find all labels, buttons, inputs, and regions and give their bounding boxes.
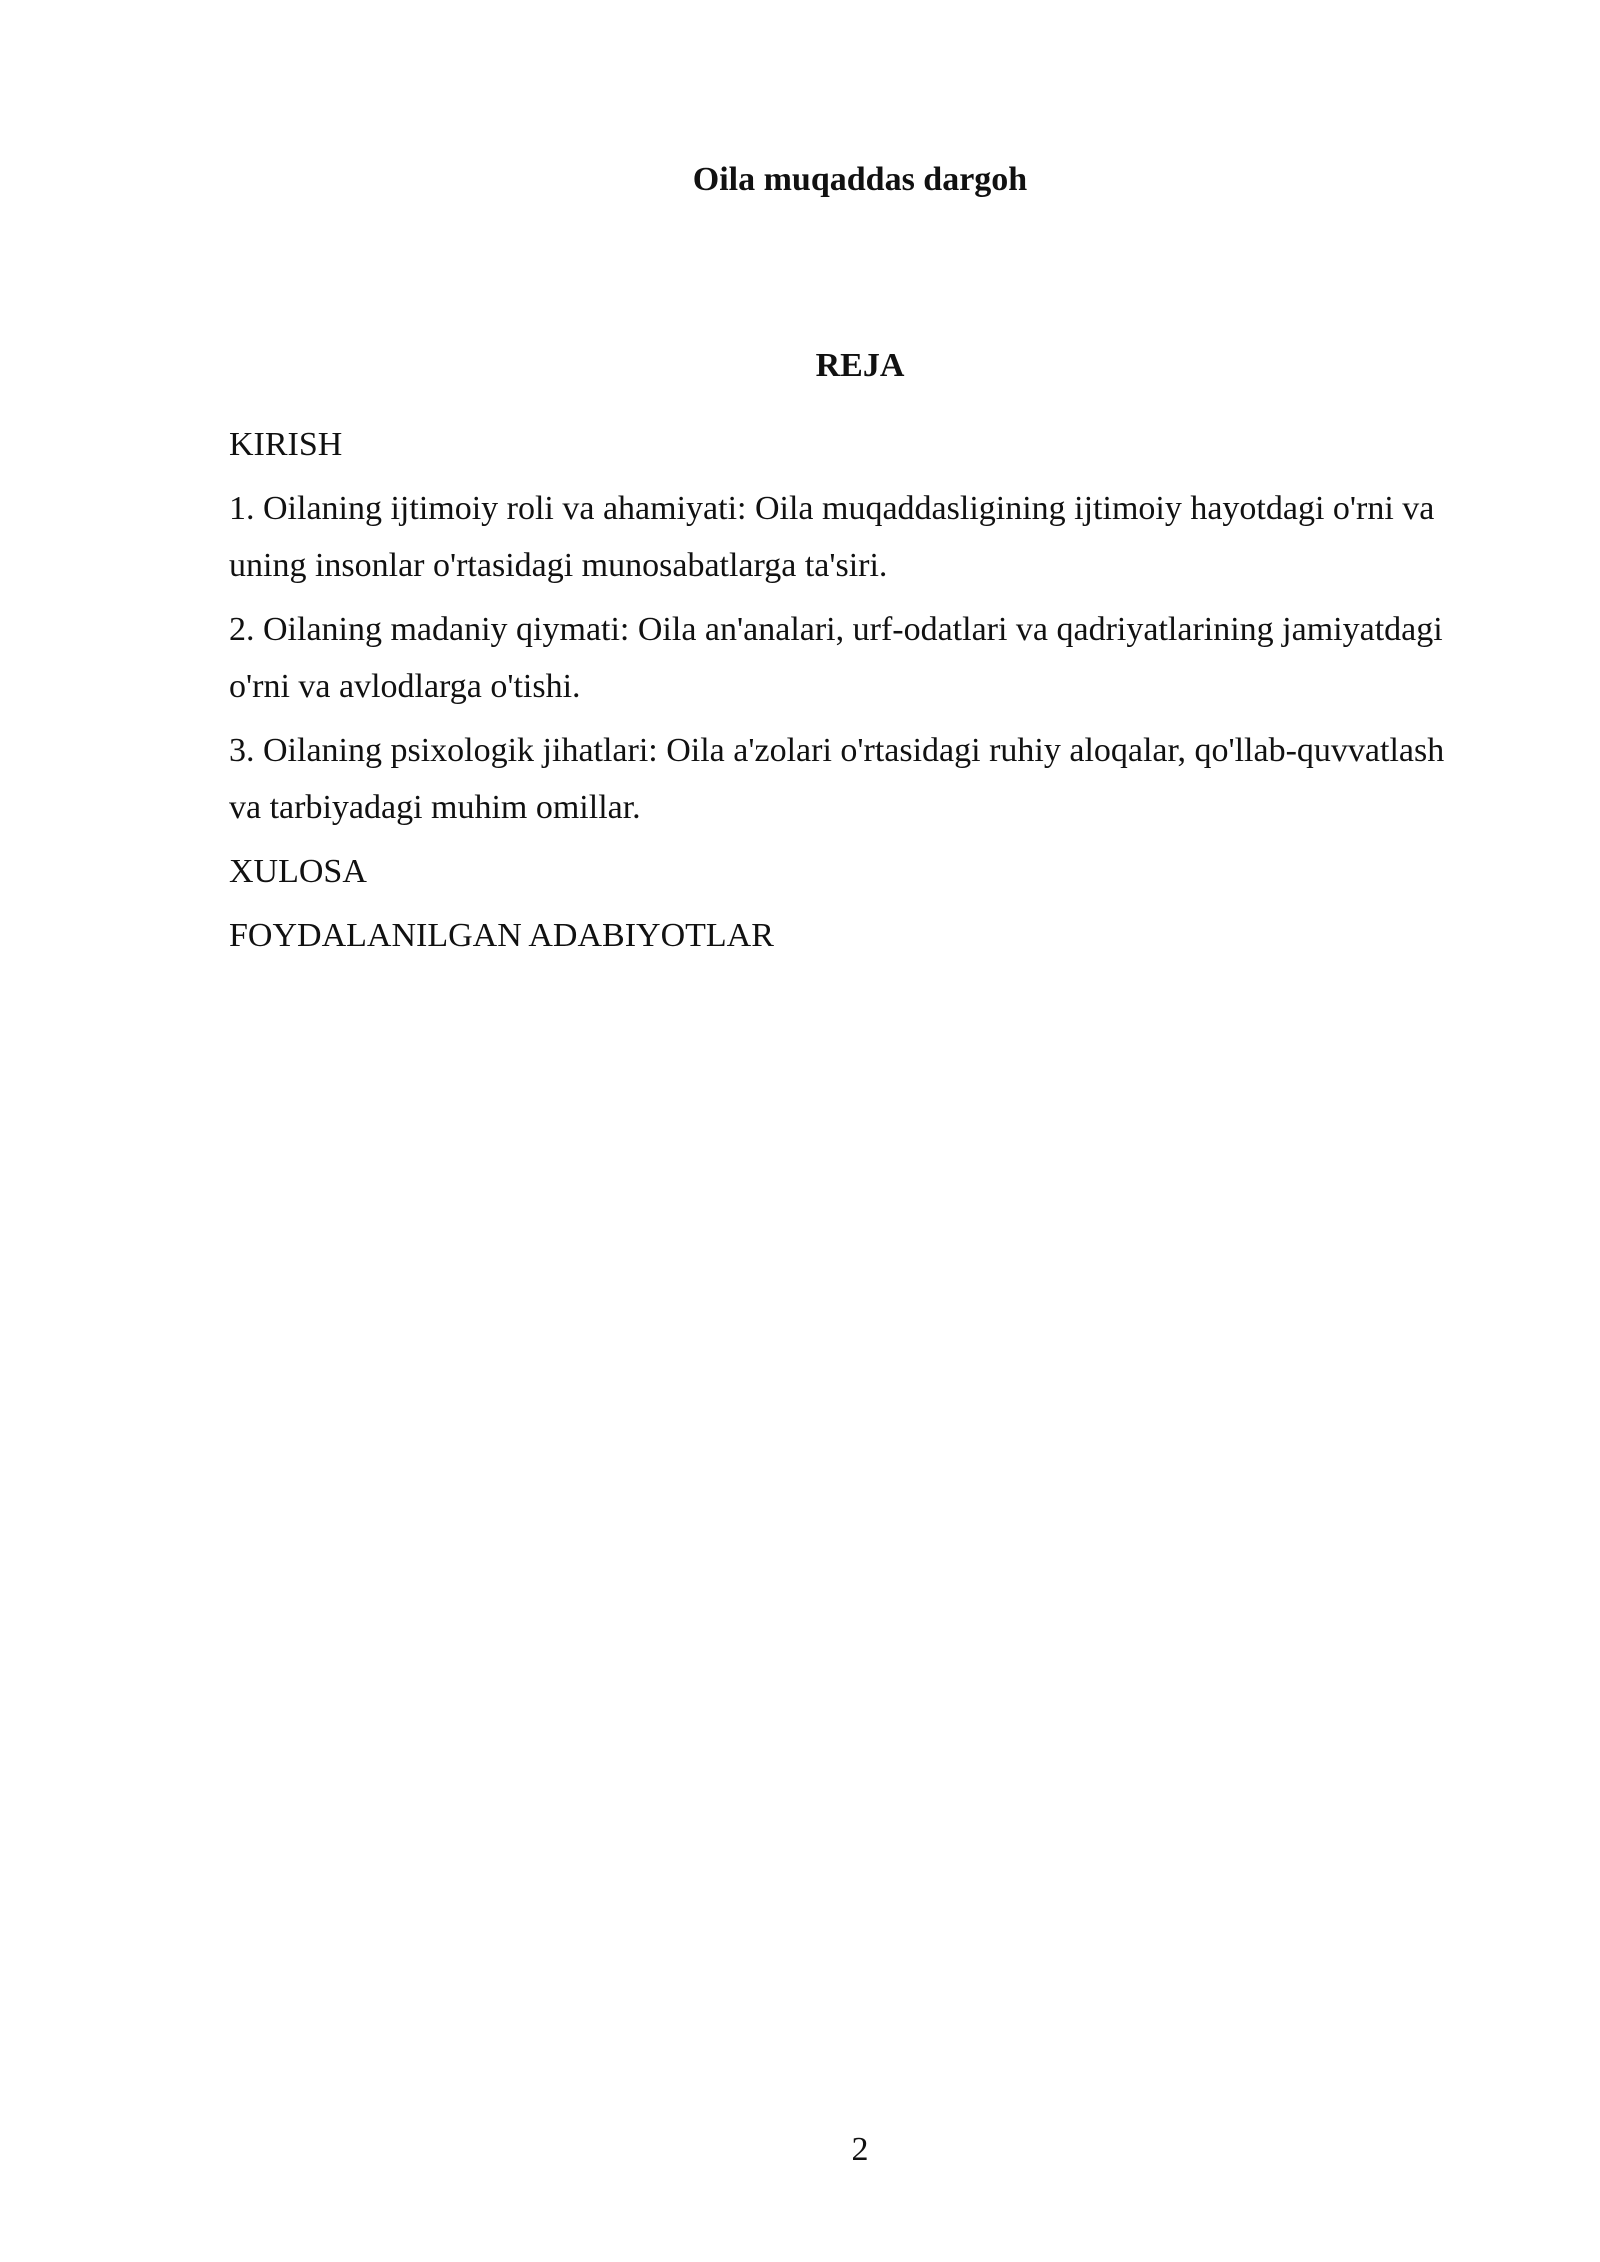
plan-heading: REJA bbox=[815, 347, 905, 384]
plan-list bbox=[229, 416, 1461, 971]
plan-item-1: 1. Oilaning ijtimoiy roli va ahamiyati: Oila muqaddasligining ijtimoiy hayotdagi o'rni va uning insonlar o'rtasidagi munosabatlarga ta'siri. bbox=[229, 490, 1435, 584]
plan-item-2: 2. Oilaning madaniy qiymati: Oila an'analari, urf-odatlari va qadriyatlarining jamiyatdagi o'rni va avlodlarga o'tishi. bbox=[229, 611, 1443, 705]
page-number: 2 bbox=[851, 2131, 869, 2168]
plan-item-references: FOYDALANILGAN ADABIYOTLAR bbox=[229, 917, 774, 954]
document-title: Oila muqaddas dargoh bbox=[692, 161, 1028, 198]
plan-item-conclusion: XULOSA bbox=[229, 853, 367, 890]
plan-item-3: 3. Oilaning psixologik jihatlari: Oila a'zolari o'rtasidagi ruhiy aloqalar, qo'llab-quvvatlash va tarbiyadagi muhim omillar. bbox=[229, 732, 1445, 826]
plan-item-introduction: KIRISH bbox=[229, 426, 343, 463]
